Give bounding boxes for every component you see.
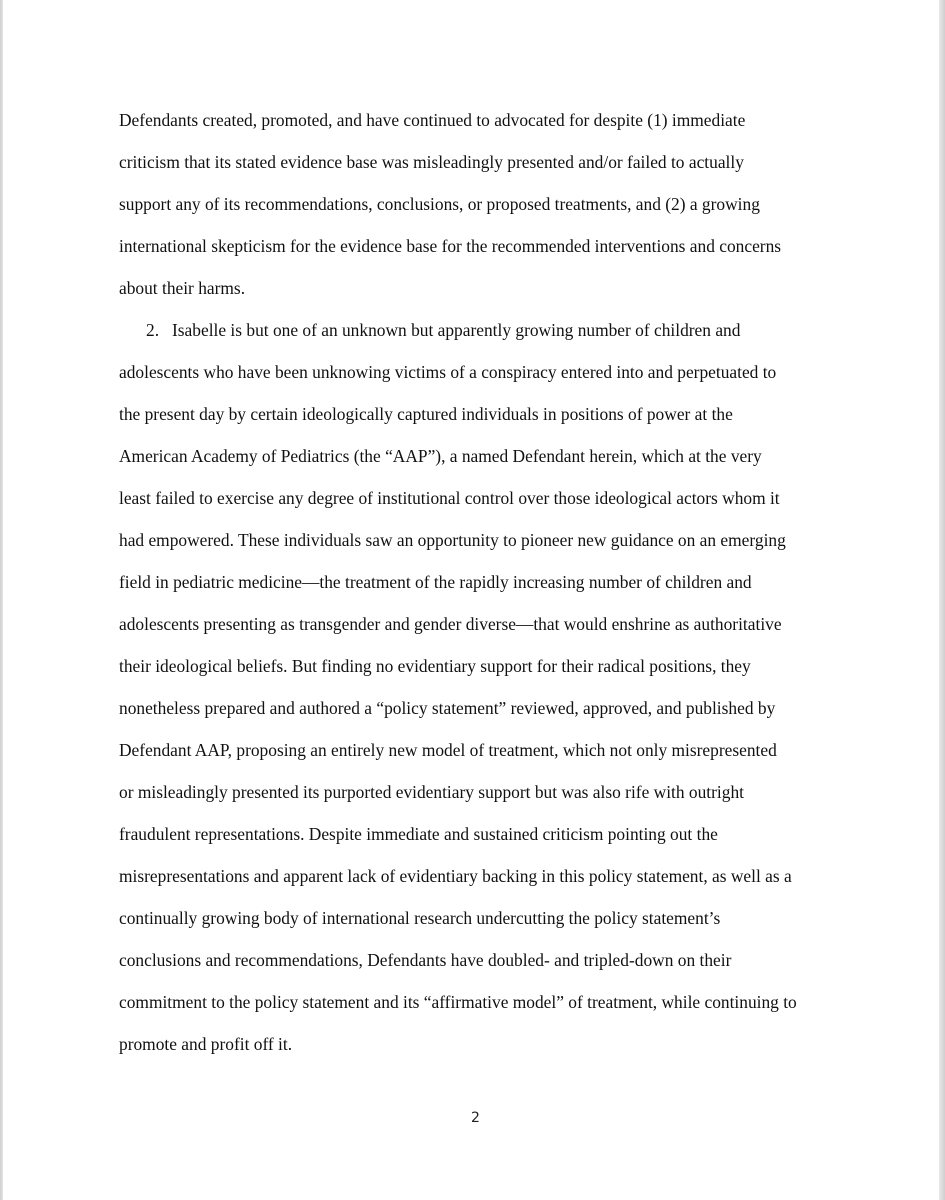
- text-line: the present day by certain ideologically captured individuals in positions of power at the: [119, 404, 733, 424]
- paragraph-number: 2.: [146, 320, 160, 340]
- text-line: their ideological beliefs. But finding no evidentiary support for their radical positions, they: [119, 656, 751, 676]
- text-line: field in pediatric medicine—the treatment of the rapidly increasing number of children and: [119, 572, 752, 592]
- text-line: least failed to exercise any degree of institutional control over those ideological actors whom it: [119, 488, 780, 508]
- page-number: 2: [471, 1110, 480, 1126]
- text-line: adolescents presenting as transgender and gender diverse—that would enshrine as authoritative: [119, 614, 782, 634]
- text-line: fraudulent representations. Despite immediate and sustained criticism pointing out the: [119, 824, 718, 844]
- text-line: commitment to the policy statement and its “affirmative model” of treatment, while continuing to: [119, 992, 797, 1012]
- text-line: Isabelle is but one of an unknown but apparently growing number of children and: [172, 320, 741, 340]
- text-line: support any of its recommendations, conclusions, or proposed treatments, and (2) a growing: [119, 194, 760, 214]
- text-line: adolescents who have been unknowing victims of a conspiracy entered into and perpetuated to: [119, 362, 777, 382]
- text-line: conclusions and recommendations, Defendants have doubled- and tripled-down on their: [119, 950, 732, 970]
- text-line: Defendants created, promoted, and have continued to advocated for despite (1) immediate: [119, 110, 746, 130]
- page-edge-right: [939, 0, 945, 1200]
- text-line: Defendant AAP, proposing an entirely new model of treatment, which not only misrepresented: [119, 740, 777, 760]
- text-line: or misleadingly presented its purported evidentiary support but was also rife with outright: [119, 782, 744, 802]
- text-line: international skepticism for the evidence base for the recommended interventions and concerns: [119, 236, 782, 256]
- text-line: about their harms.: [119, 278, 246, 298]
- document-page: [3, 0, 939, 1200]
- text-line: American Academy of Pediatrics (the “AAP”), a named Defendant herein, which at the very: [119, 446, 762, 466]
- text-line: criticism that its stated evidence base was misleadingly presented and/or failed to actually: [119, 152, 744, 172]
- text-line: had empowered. These individuals saw an opportunity to pioneer new guidance on an emerging: [119, 530, 786, 550]
- text-line: continually growing body of international research undercutting the policy statement’s: [119, 908, 721, 928]
- text-line: promote and profit off it.: [119, 1034, 293, 1054]
- text-line: misrepresentations and apparent lack of evidentiary backing in this policy statement, as well as a: [119, 866, 792, 886]
- text-line: nonetheless prepared and authored a “policy statement” reviewed, approved, and published by: [119, 698, 776, 718]
